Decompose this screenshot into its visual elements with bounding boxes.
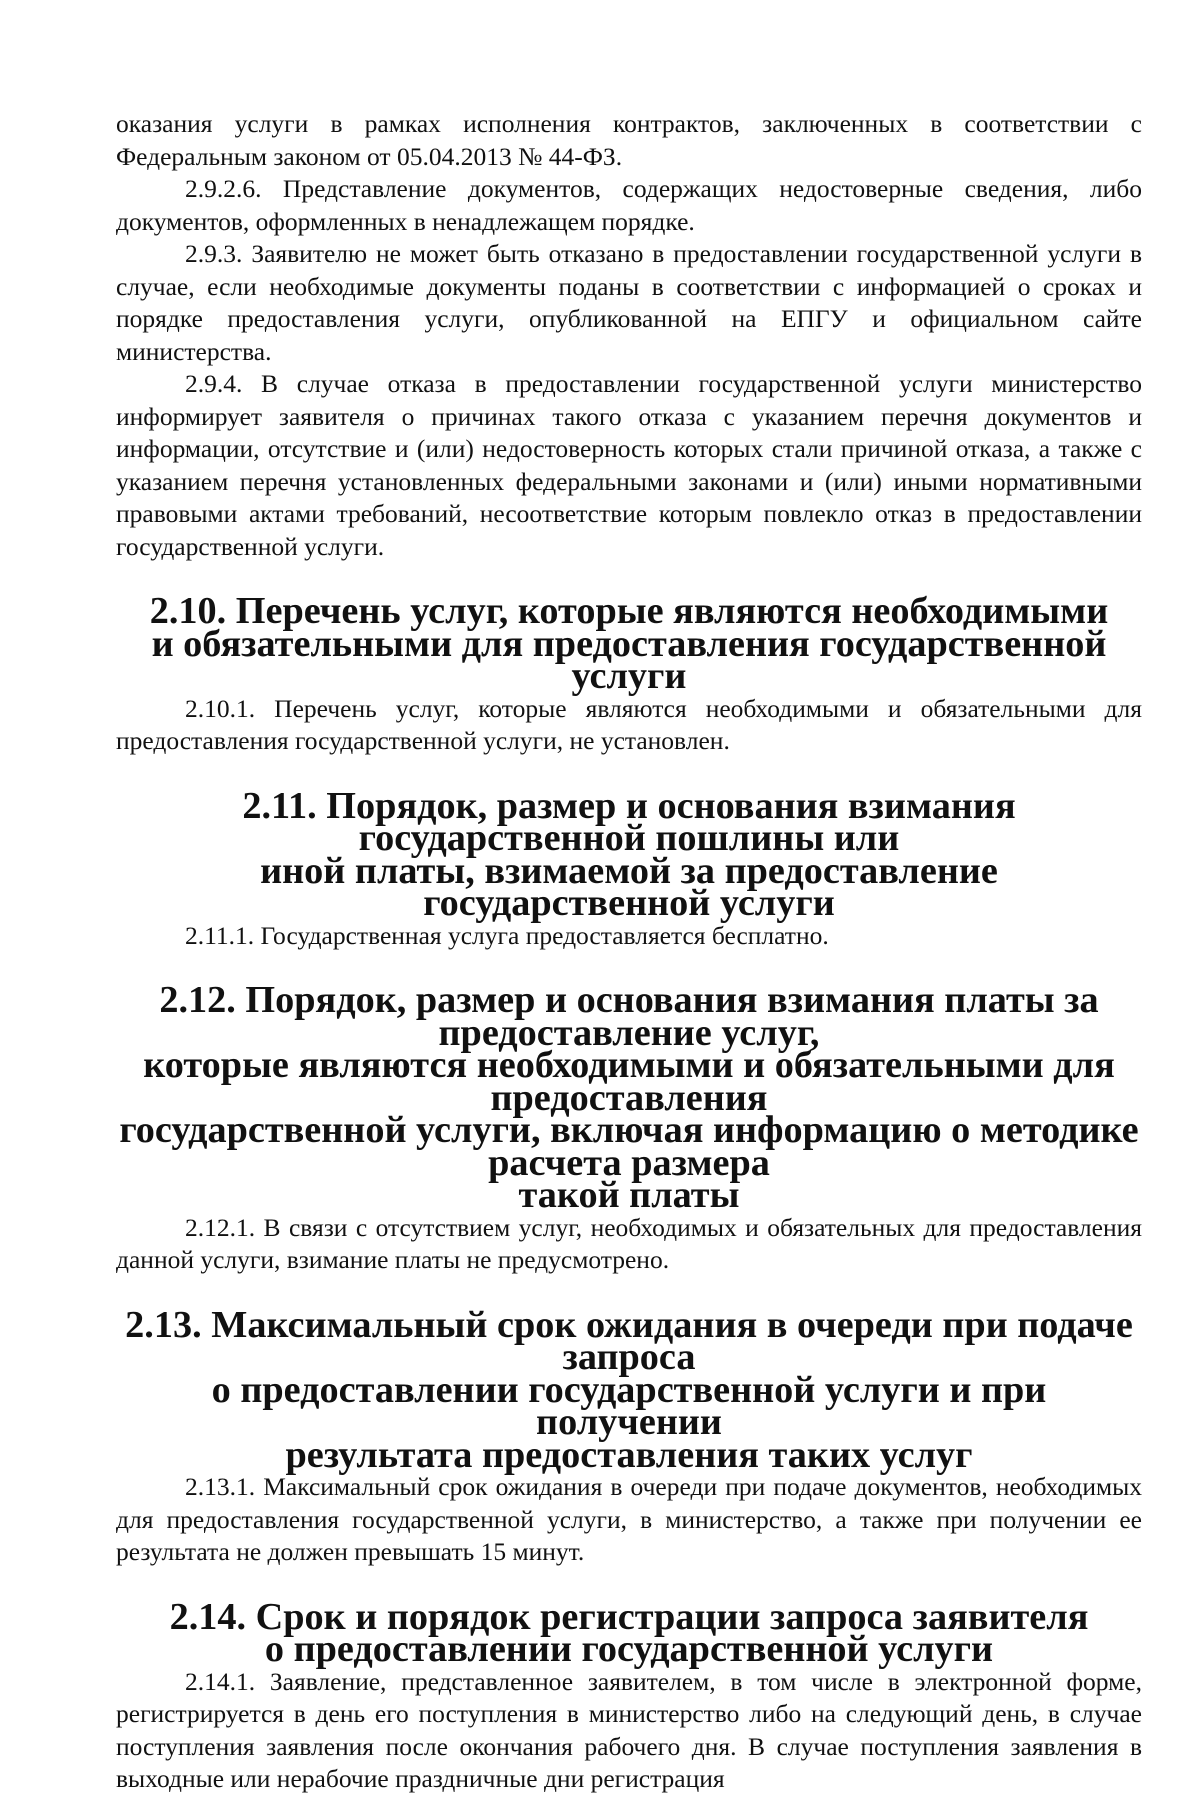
section-heading-2-10: 2.10. Перечень услуг, которые являются необходимыми и обязательными для предоставления государственной услуги xyxy=(149,590,1109,697)
paragraph-continuation: оказания услуги в рамках исполнения контрактов, заключенных в соответствии с Федеральным законом от 05.04.2013 № 44-ФЗ. xyxy=(116,109,1142,171)
paragraph-2-10-1: 2.10.1. Перечень услуг, которые являются необходимыми и обязательными для предоставления государственной услуги, не установлен. xyxy=(116,693,1142,755)
paragraph-2-13-1: 2.13.1. Максимальный срок ожидания в очереди при подаче документов, необходимых для предоставления государственной услуги, в министерство, а также при получении ее результата не должен превышать 15 минут. xyxy=(116,1472,1142,1566)
paragraph-2-12-1: 2.12.1. В связи с отсутствием услуг, необходимых и обязательных для предоставления данной услуги, взимание платы не предусмотрено. xyxy=(116,1212,1142,1274)
document-page xyxy=(116,108,1142,1796)
paragraph-2-11-1: 2.11.1. Государственная услуга предоставляется бесплатно. xyxy=(185,920,829,950)
section-heading-2-14: 2.14. Срок и порядок регистрации запроса заявителя о предоставлении государственной услуги xyxy=(169,1595,1089,1670)
section-heading-2-12: 2.12. Порядок, размер и основания взимания платы за предоставление услуг, которые являются необходимыми и обязательными для предоставления государственной услуги, включая информацию о методике расчета размера такой платы xyxy=(119,979,1139,1216)
paragraph-2-9-4: 2.9.4. В случае отказа в предоставлении государственной услуги министерство информирует заявителя о причинах такого отказа с указанием перечня документов и информации, отсутствие и (или) недостоверность которых стали причиной отказа, а также с указанием перечня установленных федеральными законами и (или) иными нормативными правовыми актами требований, несоответствие которым повлекло отказ в предоставлении государственной услуги. xyxy=(116,369,1142,561)
paragraph-2-9-2-6: 2.9.2.6. Представление документов, содержащих недостоверные сведения, либо документов, оформленных в ненадлежащем порядке. xyxy=(116,174,1142,236)
paragraph-2-9-3: 2.9.3. Заявителю не может быть отказано в предоставлении государственной услуги в случае, если необходимые документы поданы в соответствии с информацией о сроках и порядке предоставления услуги, опубликованной на ЕПГУ и официальном сайте министерства. xyxy=(116,239,1142,366)
paragraph-2-14-1: 2.14.1. Заявление, представленное заявителем, в том числе в электронной форме, регистрируется в день его поступления в министерство либо на следующий день, в случае поступления заявления после окончания рабочего дня. В случае поступления заявления в выходные или нерабочие праздничные дни регистрация xyxy=(116,1666,1142,1793)
section-heading-2-13: 2.13. Максимальный срок ожидания в очереди при подаче запроса о предоставлении государственной услуги и при получении результата предоставления таких услуг xyxy=(125,1303,1133,1476)
section-heading-2-11: 2.11. Порядок, размер и основания взимания государственной пошлины или иной платы, взимаемой за предоставление государственной услуги xyxy=(242,784,1016,924)
